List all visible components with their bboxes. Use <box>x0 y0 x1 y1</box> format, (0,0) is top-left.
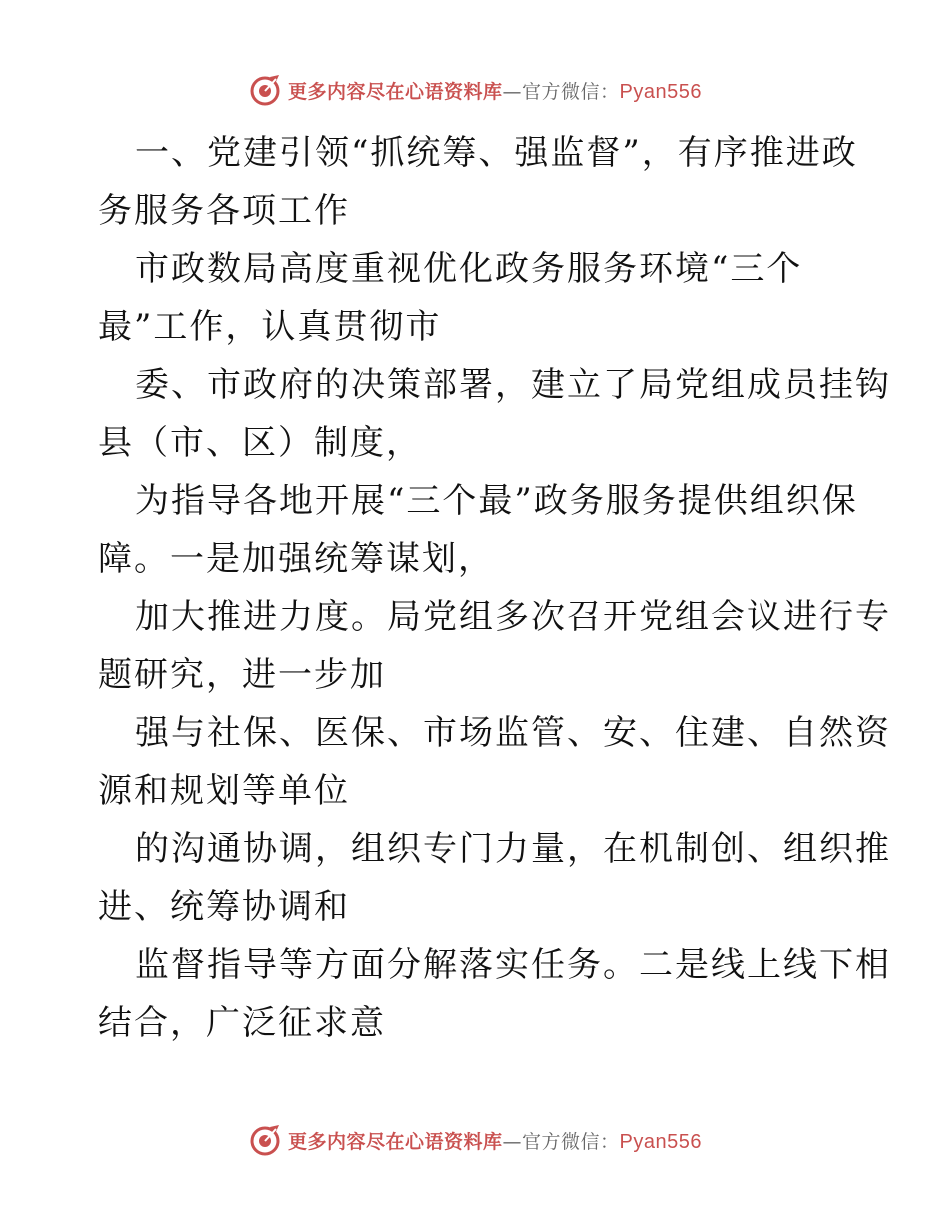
banner-sub-text: —官方微信： <box>502 80 620 103</box>
banner-sub-text: —官方微信： <box>502 1130 620 1153</box>
banner-wechat-handle: Pyan556 <box>619 1130 702 1153</box>
body-line: 题研究，进一步加 <box>98 655 386 695</box>
body-line: 结合，广泛征求意 <box>98 1003 386 1043</box>
body-line: 的沟通协调，组织专门力量，在机制创、组织推 <box>135 829 891 869</box>
document-body <box>98 124 891 1052</box>
body-line: 强与社保、医保、市场监管、安、住建、自然资 <box>135 713 891 753</box>
body-line: 进、统筹协调和 <box>98 887 350 927</box>
body-line: 源和规划等单位 <box>98 771 350 811</box>
body-line: 最”工作，认真贯彻市 <box>98 307 442 347</box>
header-watermark-banner <box>0 70 950 110</box>
body-line: 为指导各地开展“三个最”政务服务提供组织保 <box>135 481 858 521</box>
footer-watermark-banner <box>0 1120 950 1160</box>
pen-logo-icon <box>248 1123 282 1157</box>
banner-main-text: 更多内容尽在心语资料库 <box>288 80 503 103</box>
body-line: 障。一是加强统筹谋划， <box>98 539 494 579</box>
body-line: 务服务各项工作 <box>98 191 350 231</box>
banner-wechat-handle: Pyan556 <box>619 80 702 103</box>
body-line: 一、党建引领“抓统筹、强监督”，有序推进政 <box>135 133 858 173</box>
body-line: 委、市政府的决策部署，建立了局党组成员挂钩 <box>135 365 891 405</box>
banner-main-text: 更多内容尽在心语资料库 <box>288 1130 503 1153</box>
body-line: 市政数局高度重视优化政务服务环境“三个 <box>135 249 803 289</box>
body-line: 加大推进力度。局党组多次召开党组会议进行专 <box>135 597 891 637</box>
body-line: 监督指导等方面分解落实任务。二是线上线下相 <box>135 945 891 985</box>
body-line: 县（市、区）制度， <box>98 423 422 463</box>
pen-logo-icon <box>248 73 282 107</box>
